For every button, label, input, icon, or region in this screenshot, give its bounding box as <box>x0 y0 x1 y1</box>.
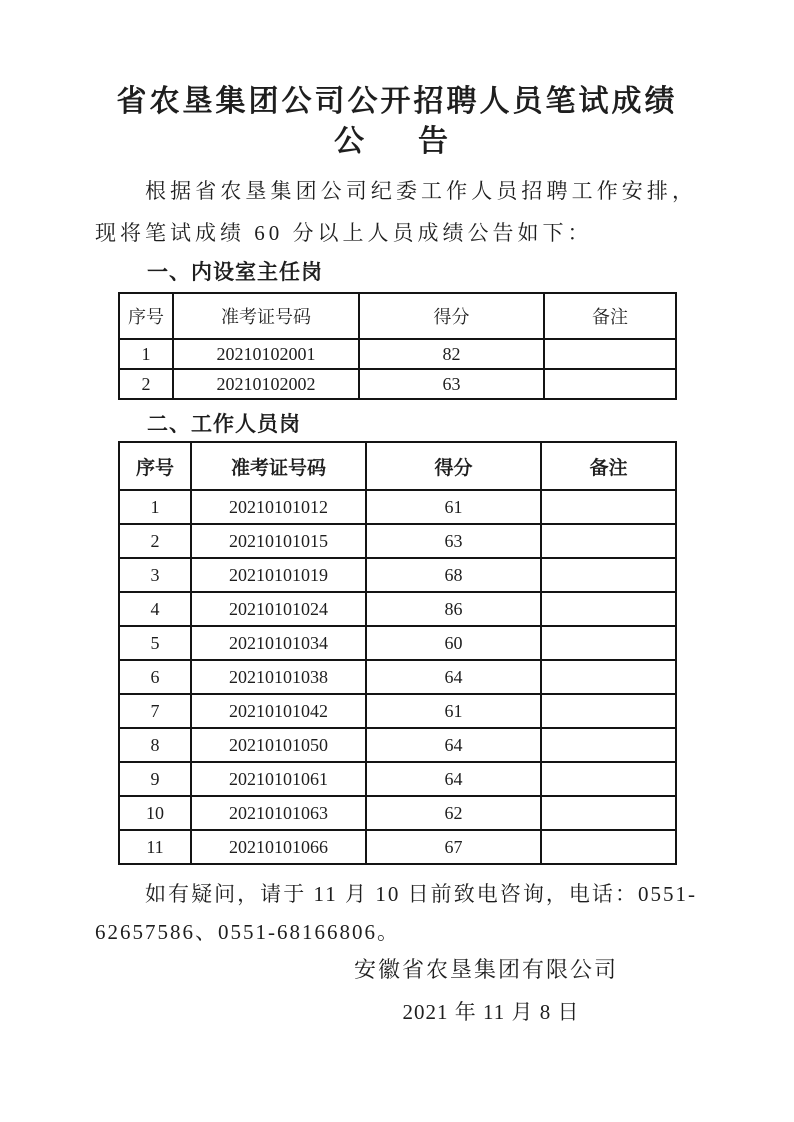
table-cell: 64 <box>366 728 541 762</box>
table-cell <box>541 660 676 694</box>
table-cell: 20210101038 <box>191 660 366 694</box>
table-cell <box>544 339 676 369</box>
table-cell: 20210101015 <box>191 524 366 558</box>
table-cell: 10 <box>119 796 191 830</box>
table-cell: 63 <box>359 369 544 399</box>
table-cell: 61 <box>366 490 541 524</box>
table-cell <box>541 762 676 796</box>
table-cell: 20210101061 <box>191 762 366 796</box>
table-cell: 9 <box>119 762 191 796</box>
table-cell: 64 <box>366 762 541 796</box>
table-cell: 67 <box>366 830 541 864</box>
table-cell <box>541 626 676 660</box>
column-header-ticket-number: 准考证号码 <box>173 293 359 339</box>
table-cell: 4 <box>119 592 191 626</box>
table-cell: 63 <box>366 524 541 558</box>
table-cell: 20210101042 <box>191 694 366 728</box>
column-header-index: 序号 <box>119 293 173 339</box>
table-cell: 20210101066 <box>191 830 366 864</box>
table-cell <box>544 369 676 399</box>
table-header-row <box>119 293 676 339</box>
table-cell: 61 <box>366 694 541 728</box>
table-cell: 20210101063 <box>191 796 366 830</box>
table-cell: 20210102002 <box>173 369 359 399</box>
section-2-heading: 二、工作人员岗 <box>147 412 301 436</box>
table-row <box>119 796 676 830</box>
table-cell: 11 <box>119 830 191 864</box>
table-cell: 8 <box>119 728 191 762</box>
column-header-ticket-number: 准考证号码 <box>191 442 366 490</box>
table-cell <box>541 796 676 830</box>
table-row <box>119 694 676 728</box>
table-cell: 20210101024 <box>191 592 366 626</box>
table-cell: 1 <box>119 490 191 524</box>
table-cell <box>541 592 676 626</box>
table-header-row <box>119 442 676 490</box>
table-cell: 68 <box>366 558 541 592</box>
table-cell <box>541 830 676 864</box>
section-1-score-table <box>118 292 677 400</box>
table-row <box>119 660 676 694</box>
table-cell: 2 <box>119 369 173 399</box>
table-cell <box>541 558 676 592</box>
table-row <box>119 490 676 524</box>
document-title-line1: 省农垦集团公司公开招聘人员笔试成绩 <box>116 85 678 118</box>
document-content <box>0 170 794 1027</box>
document-title-line2: 公 告 <box>334 125 460 158</box>
table-row <box>119 369 676 399</box>
table-cell: 6 <box>119 660 191 694</box>
table-row <box>119 558 676 592</box>
intro-paragraph: 根据省农垦集团公司纪委工作人员招聘工作安排，现将笔试成绩 60 分以上人员成绩公告如下： <box>95 179 697 245</box>
column-header-score: 得分 <box>359 293 544 339</box>
table-cell: 20210101034 <box>191 626 366 660</box>
column-header-remarks: 备注 <box>544 293 676 339</box>
table-row <box>119 524 676 558</box>
column-header-index: 序号 <box>119 442 191 490</box>
table-cell: 20210101019 <box>191 558 366 592</box>
signature-company: 安徽省农垦集团有限公司 <box>353 957 618 982</box>
column-header-score: 得分 <box>366 442 541 490</box>
closing-paragraph: 如有疑问，请于 11 月 10 日前致电咨询，电话：0551-62657586、0551-68166806。 <box>95 882 697 944</box>
table-cell: 20210102001 <box>173 339 359 369</box>
table-row <box>119 339 676 369</box>
table-cell: 60 <box>366 626 541 660</box>
table-cell: 20210101050 <box>191 728 366 762</box>
table-cell: 62 <box>366 796 541 830</box>
table-row <box>119 830 676 864</box>
table-cell: 5 <box>119 626 191 660</box>
column-header-remarks: 备注 <box>541 442 676 490</box>
table-cell: 86 <box>366 592 541 626</box>
table-cell <box>541 524 676 558</box>
table-cell: 82 <box>359 339 544 369</box>
table-cell <box>541 728 676 762</box>
table-row <box>119 626 676 660</box>
table-cell: 1 <box>119 339 173 369</box>
table-cell: 7 <box>119 694 191 728</box>
table-row <box>119 762 676 796</box>
table-cell: 2 <box>119 524 191 558</box>
section-2-score-table <box>118 441 677 865</box>
table-cell: 3 <box>119 558 191 592</box>
table-cell: 20210101012 <box>191 490 366 524</box>
signature-date: 2021 年 11 月 8 日 <box>402 1000 580 1024</box>
table-cell <box>541 490 676 524</box>
table-cell <box>541 694 676 728</box>
section-1-heading: 一、内设室主任岗 <box>147 260 323 284</box>
table-row <box>119 728 676 762</box>
table-cell: 64 <box>366 660 541 694</box>
table-row <box>119 592 676 626</box>
